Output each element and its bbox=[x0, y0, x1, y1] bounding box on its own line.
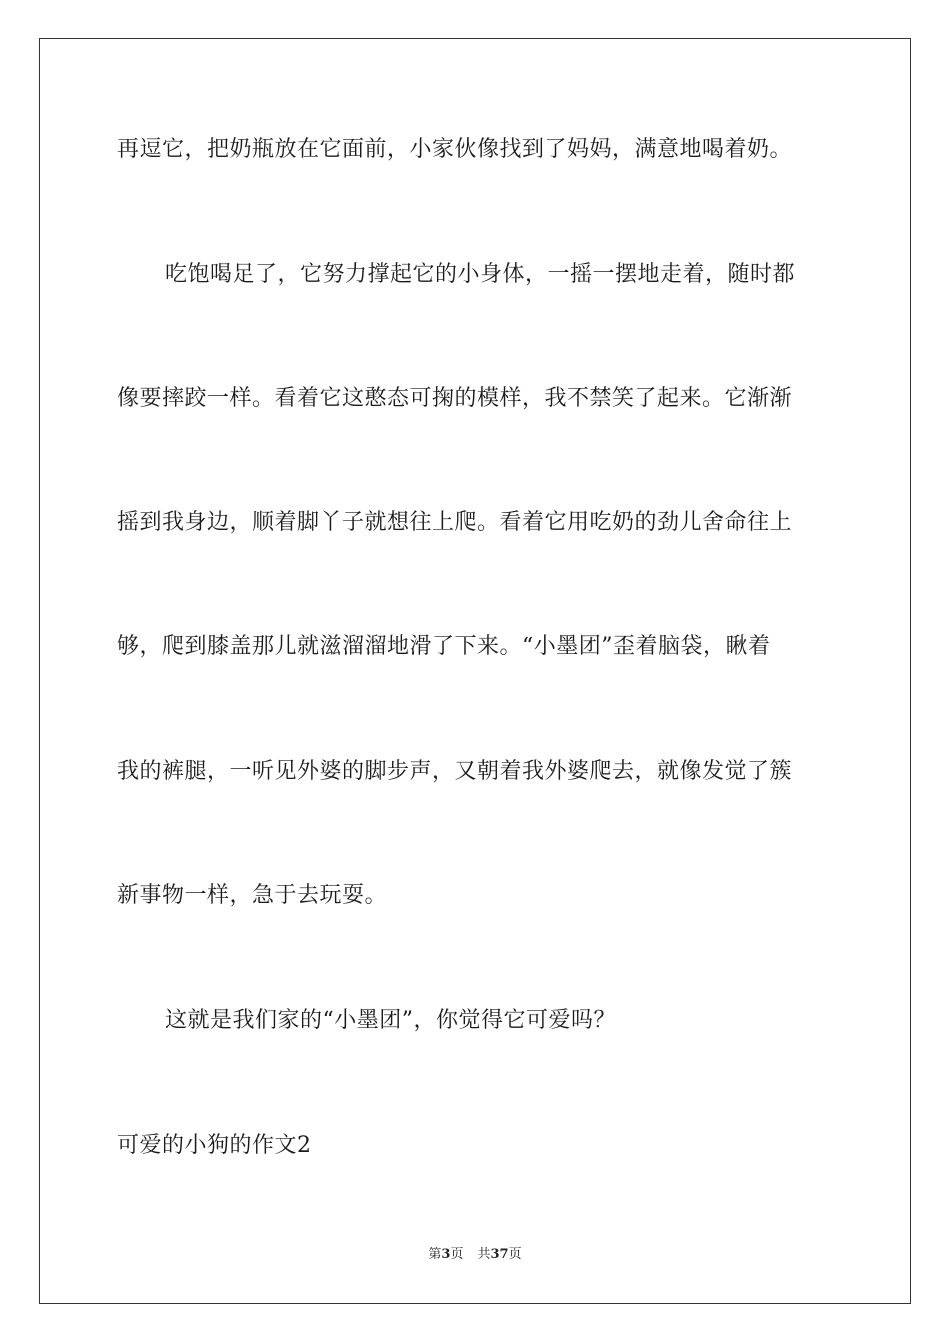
text-line-7: 新事物一样，急于去玩耍。 bbox=[117, 883, 388, 908]
text-line-1: 再逗它，把奶瓶放在它面前，小家伙像找到了妈妈，满意地喝着奶。 bbox=[117, 137, 793, 162]
footer-total-pages: 37 bbox=[490, 1247, 509, 1262]
text-line-2: 吃饱喝足了，它努力撑起它的小身体，一摇一摆地走着，随时都 bbox=[165, 262, 796, 287]
text-line-4: 摇到我身边，顺着脚丫子就想往上爬。看着它用吃奶的劲儿舍命往上 bbox=[117, 510, 793, 535]
text-line-8: 这就是我们家的“小墨团”，你觉得它可爱吗？ bbox=[165, 1008, 616, 1033]
footer-page-prefix: 第 bbox=[428, 1247, 442, 1262]
section-heading: 可爱的小狗的作文2 bbox=[117, 1133, 312, 1158]
footer-page-number: 3 bbox=[441, 1247, 451, 1262]
footer-page-suffix: 页 bbox=[450, 1247, 464, 1262]
text-line-6: 我的裤腿，一听见外婆的脚步声，又朝着我外婆爬去，就像发觉了簇 bbox=[117, 759, 793, 784]
footer-total-prefix: 共 bbox=[477, 1247, 491, 1262]
page-footer bbox=[0, 1246, 950, 1264]
footer-total-suffix: 页 bbox=[508, 1247, 522, 1262]
text-line-3: 像要摔跤一样。看着它这憨态可掬的模样，我不禁笑了起来。它渐渐 bbox=[117, 386, 793, 411]
page-border bbox=[39, 38, 911, 1304]
text-line-5: 够，爬到膝盖那儿就滋溜溜地滑了下来。“小墨团”歪着脑袋，瞅着 bbox=[117, 634, 771, 659]
